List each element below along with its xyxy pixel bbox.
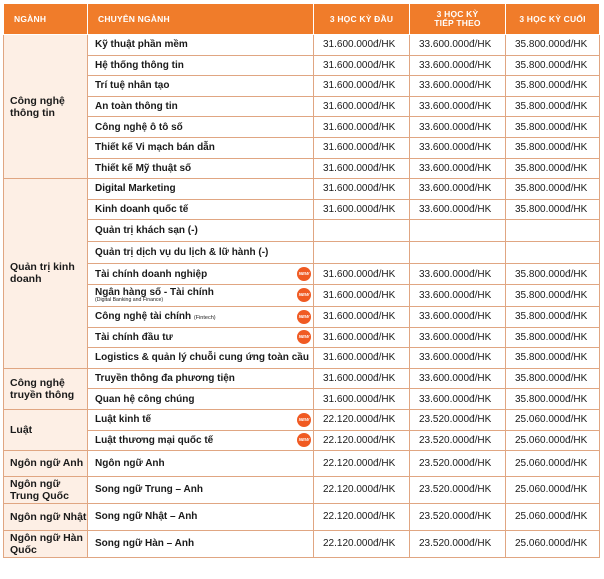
fee-first-cell: 22.120.000đ/HK bbox=[314, 476, 410, 503]
fee-first-cell: 31.600.000đ/HK bbox=[314, 368, 410, 389]
chuyen-nganh-cell bbox=[88, 199, 314, 220]
chuyen-nganh-name: Song ngữ Nhật – Anh bbox=[95, 511, 198, 523]
fee-first-cell: 31.600.000đ/HK bbox=[314, 264, 410, 285]
table-row bbox=[4, 451, 600, 477]
fee-last-cell: 35.800.000đ/HK bbox=[506, 284, 600, 306]
nganh-cell-ngon-ngu-han: Ngôn ngữ Hàn Quốc bbox=[4, 530, 88, 557]
table-row bbox=[4, 117, 600, 138]
header-next-terms-line1: 3 HỌC KỲ bbox=[436, 9, 479, 20]
new-badge-icon: NEW bbox=[297, 310, 311, 324]
fee-next-cell: 33.600.000đ/HK bbox=[410, 179, 506, 200]
chuyen-nganh-name: Song ngữ Trung – Anh bbox=[95, 484, 203, 496]
chuyen-nganh-name: Digital Marketing bbox=[95, 183, 176, 195]
table-row bbox=[4, 430, 600, 451]
fee-first-cell: 22.120.000đ/HK bbox=[314, 530, 410, 557]
table-row bbox=[4, 137, 600, 158]
fee-next-cell: 23.520.000đ/HK bbox=[410, 430, 506, 451]
fee-first-cell: 31.600.000đ/HK bbox=[314, 284, 410, 306]
fee-next-cell: 33.600.000đ/HK bbox=[410, 158, 506, 179]
fee-first-cell: 31.600.000đ/HK bbox=[314, 327, 410, 348]
chuyen-nganh-name: Luật thương mại quốc tế bbox=[95, 434, 214, 446]
fee-next-cell: 33.600.000đ/HK bbox=[410, 76, 506, 97]
fee-first-cell: 22.120.000đ/HK bbox=[314, 430, 410, 451]
table-row bbox=[4, 35, 600, 56]
fee-last-cell: 35.800.000đ/HK bbox=[506, 368, 600, 389]
fee-last-cell: 25.060.000đ/HK bbox=[506, 476, 600, 503]
fee-last-cell: 35.800.000đ/HK bbox=[506, 117, 600, 138]
chuyen-nganh-tag: (Fintech) bbox=[193, 315, 216, 322]
fee-next-cell: 33.600.000đ/HK bbox=[410, 348, 506, 369]
header-chuyen-nganh: CHUYÊN NGÀNH bbox=[88, 4, 314, 35]
table-row bbox=[4, 242, 600, 264]
fee-next-cell: 23.520.000đ/HK bbox=[410, 476, 506, 503]
nganh-cell-ngon-ngu-trung: Ngôn ngữ Trung Quốc bbox=[4, 476, 88, 503]
fee-last-cell bbox=[506, 220, 600, 242]
nganh-cell-ngon-ngu-nhat: Ngôn ngữ Nhật bbox=[4, 503, 88, 530]
fee-next-cell: 33.600.000đ/HK bbox=[410, 137, 506, 158]
chuyen-nganh-name: An toàn thông tin bbox=[95, 101, 178, 113]
fee-first-cell: 31.600.000đ/HK bbox=[314, 55, 410, 76]
fee-first-cell: 31.600.000đ/HK bbox=[314, 179, 410, 200]
fee-last-cell: 25.060.000đ/HK bbox=[506, 530, 600, 557]
fee-first-cell bbox=[314, 242, 410, 264]
fee-last-cell: 35.800.000đ/HK bbox=[506, 389, 600, 410]
fee-last-cell: 35.800.000đ/HK bbox=[506, 96, 600, 117]
table-row bbox=[4, 96, 600, 117]
fee-last-cell: 35.800.000đ/HK bbox=[506, 199, 600, 220]
chuyen-nganh-cell bbox=[88, 55, 314, 76]
chuyen-nganh-name: Trí tuệ nhân tạo bbox=[95, 80, 170, 92]
chuyen-nganh-name: Hệ thống thông tin bbox=[95, 59, 184, 71]
fee-first-cell bbox=[314, 220, 410, 242]
chuyen-nganh-cell bbox=[88, 96, 314, 117]
table-row bbox=[4, 55, 600, 76]
fee-first-cell: 31.600.000đ/HK bbox=[314, 137, 410, 158]
header-nganh: NGÀNH bbox=[4, 4, 88, 35]
fee-last-cell: 35.800.000đ/HK bbox=[506, 327, 600, 348]
chuyen-nganh-cell bbox=[88, 76, 314, 97]
tuition-table-wrapper bbox=[3, 0, 601, 558]
new-badge-icon: NEW bbox=[297, 330, 311, 344]
fee-next-cell bbox=[410, 220, 506, 242]
fee-last-cell: 35.800.000đ/HK bbox=[506, 264, 600, 285]
chuyen-nganh-cell bbox=[88, 117, 314, 138]
chuyen-nganh-name: Quản trị khách sạn (-) bbox=[95, 225, 198, 237]
chuyen-nganh-name: Kinh doanh quốc tế bbox=[95, 204, 189, 216]
fee-first-cell: 22.120.000đ/HK bbox=[314, 503, 410, 530]
table-row bbox=[4, 76, 600, 97]
fee-last-cell: 25.060.000đ/HK bbox=[506, 430, 600, 451]
table-row bbox=[4, 348, 600, 369]
fee-next-cell: 33.600.000đ/HK bbox=[410, 35, 506, 56]
table-row bbox=[4, 327, 600, 348]
chuyen-nganh-name: Ngôn ngữ Anh bbox=[95, 457, 165, 469]
fee-last-cell: 35.800.000đ/HK bbox=[506, 348, 600, 369]
fee-first-cell: 31.600.000đ/HK bbox=[314, 76, 410, 97]
chuyen-nganh-cell bbox=[88, 220, 314, 242]
chuyen-nganh-cell bbox=[88, 451, 314, 477]
chuyen-nganh-name: Thiết kế Mỹ thuật số bbox=[95, 162, 192, 174]
chuyen-nganh-name: Công nghệ tài chính bbox=[95, 311, 192, 323]
chuyen-nganh-cell bbox=[88, 430, 314, 451]
table-row bbox=[4, 179, 600, 200]
header-next-terms bbox=[410, 4, 506, 35]
fee-next-cell: 23.520.000đ/HK bbox=[410, 530, 506, 557]
fee-last-cell: 25.060.000đ/HK bbox=[506, 409, 600, 430]
table-row bbox=[4, 220, 600, 242]
chuyen-nganh-name: Logistics & quản lý chuỗi cung ứng toàn cầu bbox=[95, 352, 309, 364]
table-row bbox=[4, 530, 600, 557]
chuyen-nganh-name: Thiết kế Vi mạch bán dẫn bbox=[95, 142, 215, 154]
chuyen-nganh-cell bbox=[88, 306, 314, 327]
fee-first-cell: 31.600.000đ/HK bbox=[314, 96, 410, 117]
fee-first-cell: 31.600.000đ/HK bbox=[314, 389, 410, 410]
chuyen-nganh-name: Quản trị dịch vụ du lịch & lữ hành (-) bbox=[95, 247, 269, 259]
new-badge-icon: NEW bbox=[297, 413, 311, 427]
fee-next-cell: 33.600.000đ/HK bbox=[410, 264, 506, 285]
chuyen-nganh-cell bbox=[88, 137, 314, 158]
table-row bbox=[4, 389, 600, 410]
fee-next-cell: 33.600.000đ/HK bbox=[410, 284, 506, 306]
chuyen-nganh-name: Tài chính doanh nghiệp bbox=[95, 268, 208, 280]
chuyen-nganh-cell bbox=[88, 327, 314, 348]
table-row bbox=[4, 284, 600, 306]
header-last-terms: 3 HỌC KỲ CUỐI bbox=[506, 4, 600, 35]
fee-next-cell: 33.600.000đ/HK bbox=[410, 368, 506, 389]
fee-first-cell: 31.600.000đ/HK bbox=[314, 158, 410, 179]
fee-first-cell: 22.120.000đ/HK bbox=[314, 451, 410, 477]
fee-last-cell: 35.800.000đ/HK bbox=[506, 306, 600, 327]
chuyen-nganh-cell bbox=[88, 158, 314, 179]
chuyen-nganh-cell bbox=[88, 503, 314, 530]
fee-first-cell: 31.600.000đ/HK bbox=[314, 306, 410, 327]
chuyen-nganh-cell bbox=[88, 264, 314, 285]
fee-next-cell: 23.520.000đ/HK bbox=[410, 409, 506, 430]
nganh-cell-cntt-media: Công nghệ truyền thông bbox=[4, 368, 88, 409]
nganh-cell-ngon-ngu-anh: Ngôn ngữ Anh bbox=[4, 451, 88, 477]
fee-next-cell: 33.600.000đ/HK bbox=[410, 306, 506, 327]
fee-last-cell: 35.800.000đ/HK bbox=[506, 179, 600, 200]
header-first-terms: 3 HỌC KỲ ĐẦU bbox=[314, 4, 410, 35]
fee-last-cell: 35.800.000đ/HK bbox=[506, 158, 600, 179]
header-row bbox=[4, 4, 600, 35]
chuyen-nganh-cell bbox=[88, 389, 314, 410]
fee-next-cell: 23.520.000đ/HK bbox=[410, 503, 506, 530]
chuyen-nganh-name: Kỹ thuật phần mềm bbox=[95, 39, 188, 51]
fee-next-cell: 33.600.000đ/HK bbox=[410, 199, 506, 220]
fee-next-cell: 33.600.000đ/HK bbox=[410, 55, 506, 76]
chuyen-nganh-cell bbox=[88, 242, 314, 264]
fee-last-cell: 35.800.000đ/HK bbox=[506, 35, 600, 56]
chuyen-nganh-cell bbox=[88, 530, 314, 557]
fee-last-cell: 35.800.000đ/HK bbox=[506, 76, 600, 97]
tuition-table bbox=[3, 3, 600, 558]
fee-first-cell: 31.600.000đ/HK bbox=[314, 348, 410, 369]
chuyen-nganh-name: Luật kinh tế bbox=[95, 414, 152, 426]
fee-last-cell: 35.800.000đ/HK bbox=[506, 55, 600, 76]
table-row bbox=[4, 476, 600, 503]
fee-next-cell: 33.600.000đ/HK bbox=[410, 117, 506, 138]
fee-last-cell bbox=[506, 242, 600, 264]
new-badge-icon: NEW bbox=[297, 288, 311, 302]
fee-first-cell: 31.600.000đ/HK bbox=[314, 117, 410, 138]
chuyen-nganh-cell bbox=[88, 35, 314, 56]
fee-next-cell: 33.600.000đ/HK bbox=[410, 327, 506, 348]
table-row bbox=[4, 264, 600, 285]
chuyen-nganh-cell bbox=[88, 179, 314, 200]
fee-last-cell: 35.800.000đ/HK bbox=[506, 137, 600, 158]
chuyen-nganh-name: Ngân hàng số - Tài chính bbox=[95, 287, 214, 299]
table-row bbox=[4, 158, 600, 179]
fee-next-cell bbox=[410, 242, 506, 264]
fee-next-cell: 23.520.000đ/HK bbox=[410, 451, 506, 477]
fee-next-cell: 33.600.000đ/HK bbox=[410, 389, 506, 410]
table-row bbox=[4, 368, 600, 389]
chuyen-nganh-subtitle: (Digital Banking and Finance) bbox=[95, 297, 164, 304]
new-badge-icon: NEW bbox=[297, 433, 311, 447]
chuyen-nganh-name: Song ngữ Hàn – Anh bbox=[95, 538, 195, 550]
fee-last-cell: 25.060.000đ/HK bbox=[506, 503, 600, 530]
fee-first-cell: 31.600.000đ/HK bbox=[314, 35, 410, 56]
chuyen-nganh-cell bbox=[88, 409, 314, 430]
table-row bbox=[4, 199, 600, 220]
table-row bbox=[4, 503, 600, 530]
fee-last-cell: 25.060.000đ/HK bbox=[506, 451, 600, 477]
chuyen-nganh-cell bbox=[88, 348, 314, 369]
new-badge-icon: NEW bbox=[297, 267, 311, 281]
fee-first-cell: 31.600.000đ/HK bbox=[314, 199, 410, 220]
header-next-terms-line2: TIẾP THEO bbox=[434, 18, 481, 28]
nganh-cell-cntt: Công nghệ thông tin bbox=[4, 35, 88, 179]
chuyen-nganh-name: Quan hệ công chúng bbox=[95, 393, 195, 405]
nganh-cell-qtkd: Quản trị kinh doanh bbox=[4, 179, 88, 369]
fee-first-cell: 22.120.000đ/HK bbox=[314, 409, 410, 430]
table-row bbox=[4, 409, 600, 430]
fee-next-cell: 33.600.000đ/HK bbox=[410, 96, 506, 117]
table-row bbox=[4, 306, 600, 327]
chuyen-nganh-cell bbox=[88, 368, 314, 389]
chuyen-nganh-name: Tài chính đầu tư bbox=[95, 331, 173, 343]
chuyen-nganh-cell bbox=[88, 284, 314, 306]
chuyen-nganh-name: Truyền thông đa phương tiện bbox=[95, 373, 235, 385]
chuyen-nganh-name: Công nghệ ô tô số bbox=[95, 121, 183, 133]
chuyen-nganh-cell bbox=[88, 476, 314, 503]
nganh-cell-luat: Luật bbox=[4, 409, 88, 450]
